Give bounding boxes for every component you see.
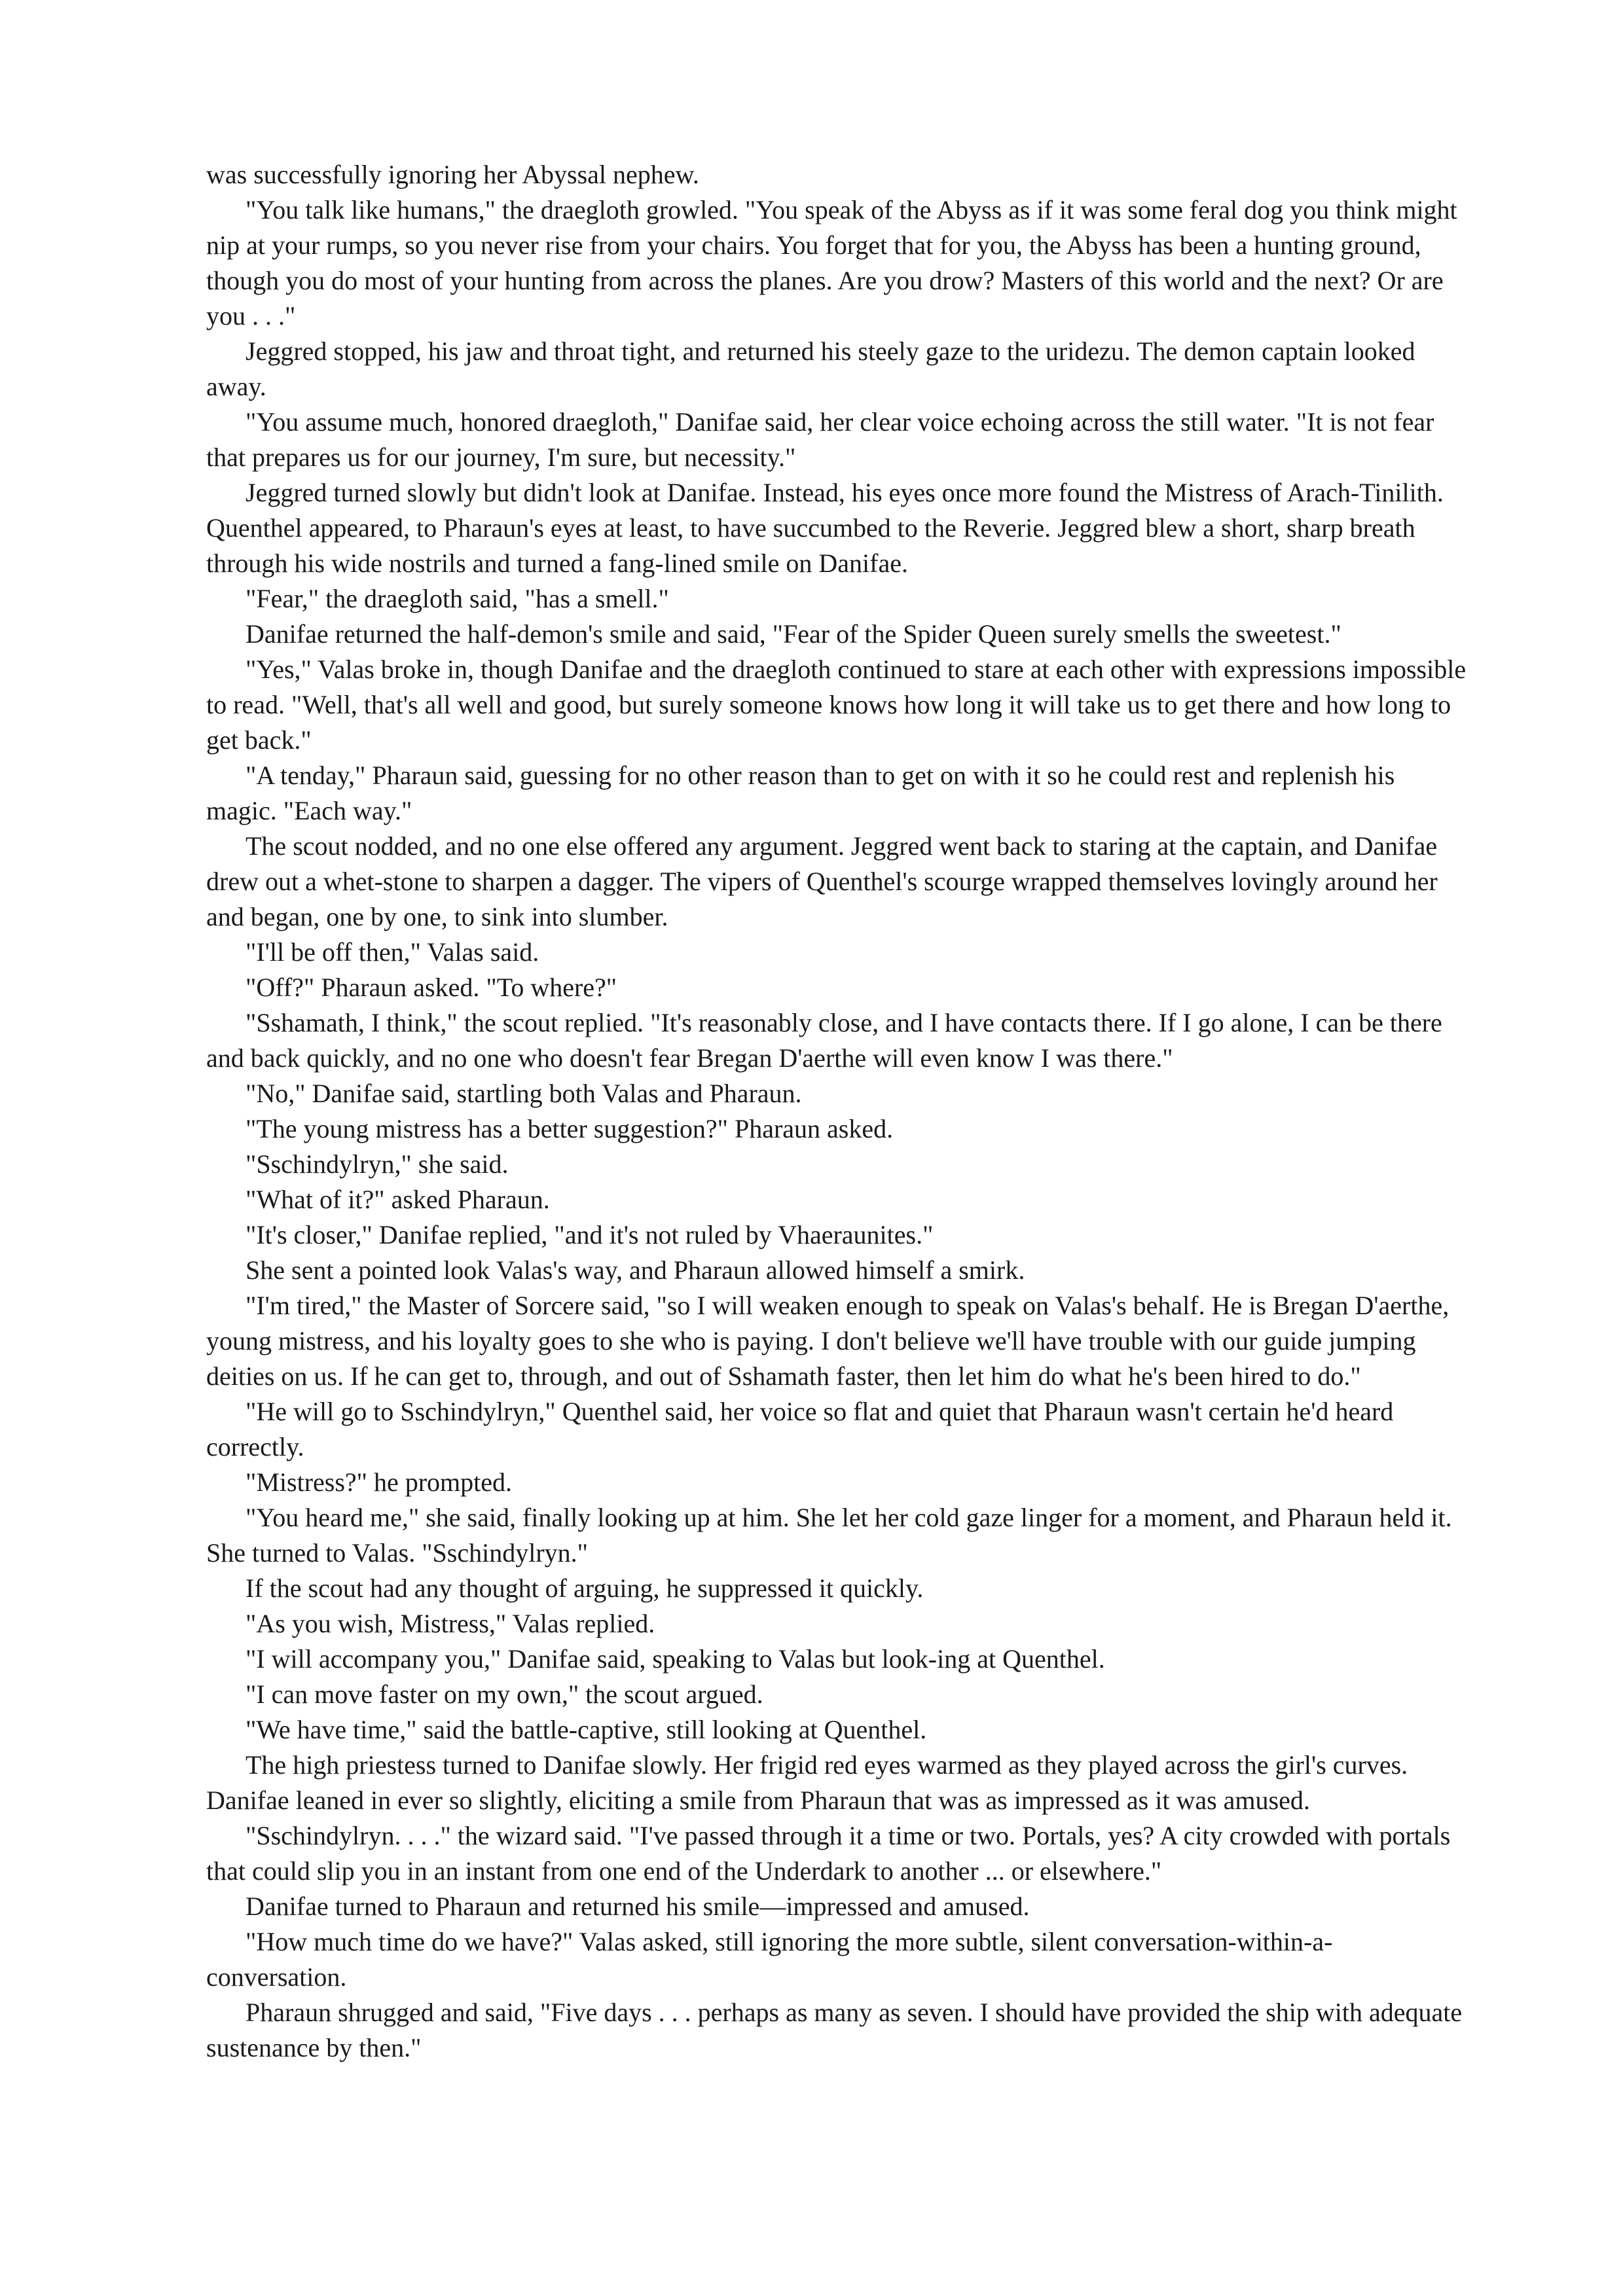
paragraph-4: "You assume much, honored draegloth," Danifae said, her clear voice echoing across the still water. "It is not fear that prepares us for our journey, I'm sure, but necessity." <box>206 407 1434 472</box>
paragraph-27: "I can move faster on my own," the scout argued. <box>246 1679 763 1709</box>
paragraph-31: Danifae turned to Pharaun and returned his smile—impressed and amused. <box>246 1892 1030 1921</box>
paragraph-21: "He will go to Sschindylryn," Quenthel said, her voice so flat and quiet that Pharaun wasn't certain he'd heard correctly. <box>206 1397 1394 1462</box>
paragraph-28: "We have time," said the battle-captive, still looking at Quenthel. <box>246 1715 927 1744</box>
paragraph-6: "Fear," the draegloth said, "has a smell." <box>246 584 669 613</box>
paragraph-29: The high priestess turned to Danifae slowly. Her frigid red eyes warmed as they played across the girl's curves. Danifae leaned in ever so slightly, eliciting a smile from Pharaun that was as impressed as it was amused. <box>206 1750 1408 1815</box>
paragraph-15: "The young mistress has a better suggestion?" Pharaun asked. <box>246 1114 894 1143</box>
paragraph-32: "How much time do we have?" Valas asked, still ignoring the more subtle, silent conversation-within-a-conversation. <box>206 1927 1333 1992</box>
paragraph-30: "Sschindylryn. . . ." the wizard said. "I've passed through it a time or two. Portals, yes? A city crowded with portals that could slip you in an instant from one end of the Underdark to another ... or elsewhere." <box>206 1821 1451 1886</box>
paragraph-19: She sent a pointed look Valas's way, and Pharaun allowed himself a smirk. <box>246 1255 1025 1285</box>
paragraph-9: "A tenday," Pharaun said, guessing for no other reason than to get on with it so he could rest and replenish his magic. "Each way." <box>206 761 1395 825</box>
paragraph-16: "Sschindylryn," she said. <box>246 1149 509 1179</box>
paragraph-26: "I will accompany you," Danifae said, speaking to Valas but look-ing at Quenthel. <box>246 1644 1105 1674</box>
paragraph-1: was successfully ignoring her Abyssal nephew. <box>206 160 699 189</box>
paragraph-17: "What of it?" asked Pharaun. <box>246 1185 550 1214</box>
paragraph-11: "I'll be off then," Valas said. <box>246 937 539 967</box>
paragraph-22: "Mistress?" he prompted. <box>246 1467 513 1497</box>
paragraph-5: Jeggred turned slowly but didn't look at Danifae. Instead, his eyes once more found the Mistress of Arach-Tinilith. Quenthel appeared, to Pharaun's eyes at least, to have succumbed to the Reverie. Jeggred blew a short, sharp breath through his wide nostrils and turned a fang-lined smile on Danifae. <box>206 478 1444 578</box>
paragraph-33: Pharaun shrugged and said, "Five days . . . perhaps as many as seven. I should have provided the ship with adequate sustenance by then." <box>206 1998 1463 2062</box>
paragraph-8: "Yes," Valas broke in, though Danifae and the draegloth continued to stare at each other with expressions impossible to read. "Well, that's all well and good, but surely someone knows how long it will take us to get there and how long to get back." <box>206 655 1467 755</box>
paragraph-20: "I'm tired," the Master of Sorcere said, "so I will weaken enough to speak on Valas's behalf. He is Bregan D'aerthe, young mistress, and his loyalty goes to she who is paying. I don't believe we'll have trouble with our guide jumping deities on us. If he can get to, through, and out of Sshamath faster, then let him do what he's been hired to do." <box>206 1291 1450 1391</box>
paragraph-13: "Sshamath, I think," the scout replied. "It's reasonably close, and I have contacts there. If I go alone, I can be there and back quickly, and no one who doesn't fear Bregan D'aerthe will even know I was there." <box>206 1008 1442 1073</box>
paragraph-18: "It's closer," Danifae replied, "and it's not ruled by Vhaeraunites." <box>246 1220 934 1249</box>
paragraph-12: "Off?" Pharaun asked. "To where?" <box>246 973 617 1002</box>
paragraph-23: "You heard me," she said, finally looking up at him. She let her cold gaze linger for a moment, and Pharaun held it. She turned to Valas. "Sschindylryn." <box>206 1503 1452 1568</box>
paragraph-2: "You talk like humans," the draegloth growled. "You speak of the Abyss as if it was some feral dog you think might nip at your rumps, so you never rise from your chairs. You forget that for you, the Abyss has been a hunting ground, though you do most of your hunting from across the planes. Are you drow? Masters of this world and the next? Or are you . . ." <box>206 195 1457 331</box>
paragraph-7: Danifae returned the half-demon's smile and said, "Fear of the Spider Queen surely smells the sweetest." <box>246 619 1341 649</box>
paragraph-14: "No," Danifae said, startling both Valas and Pharaun. <box>246 1079 802 1108</box>
paragraph-25: "As you wish, Mistress," Valas replied. <box>246 1609 655 1638</box>
page-body <box>206 157 1470 2066</box>
paragraph-10: The scout nodded, and no one else offered any argument. Jeggred went back to staring at the captain, and Danifae drew out a whet-stone to sharpen a dagger. The vipers of Quenthel's scourge wrapped themselves lovingly around her and began, one by one, to sink into slumber. <box>206 831 1438 931</box>
paragraph-3: Jeggred stopped, his jaw and throat tight, and returned his steely gaze to the uridezu. The demon captain looked away. <box>206 336 1415 401</box>
paragraph-24: If the scout had any thought of arguing, he suppressed it quickly. <box>246 1573 924 1603</box>
